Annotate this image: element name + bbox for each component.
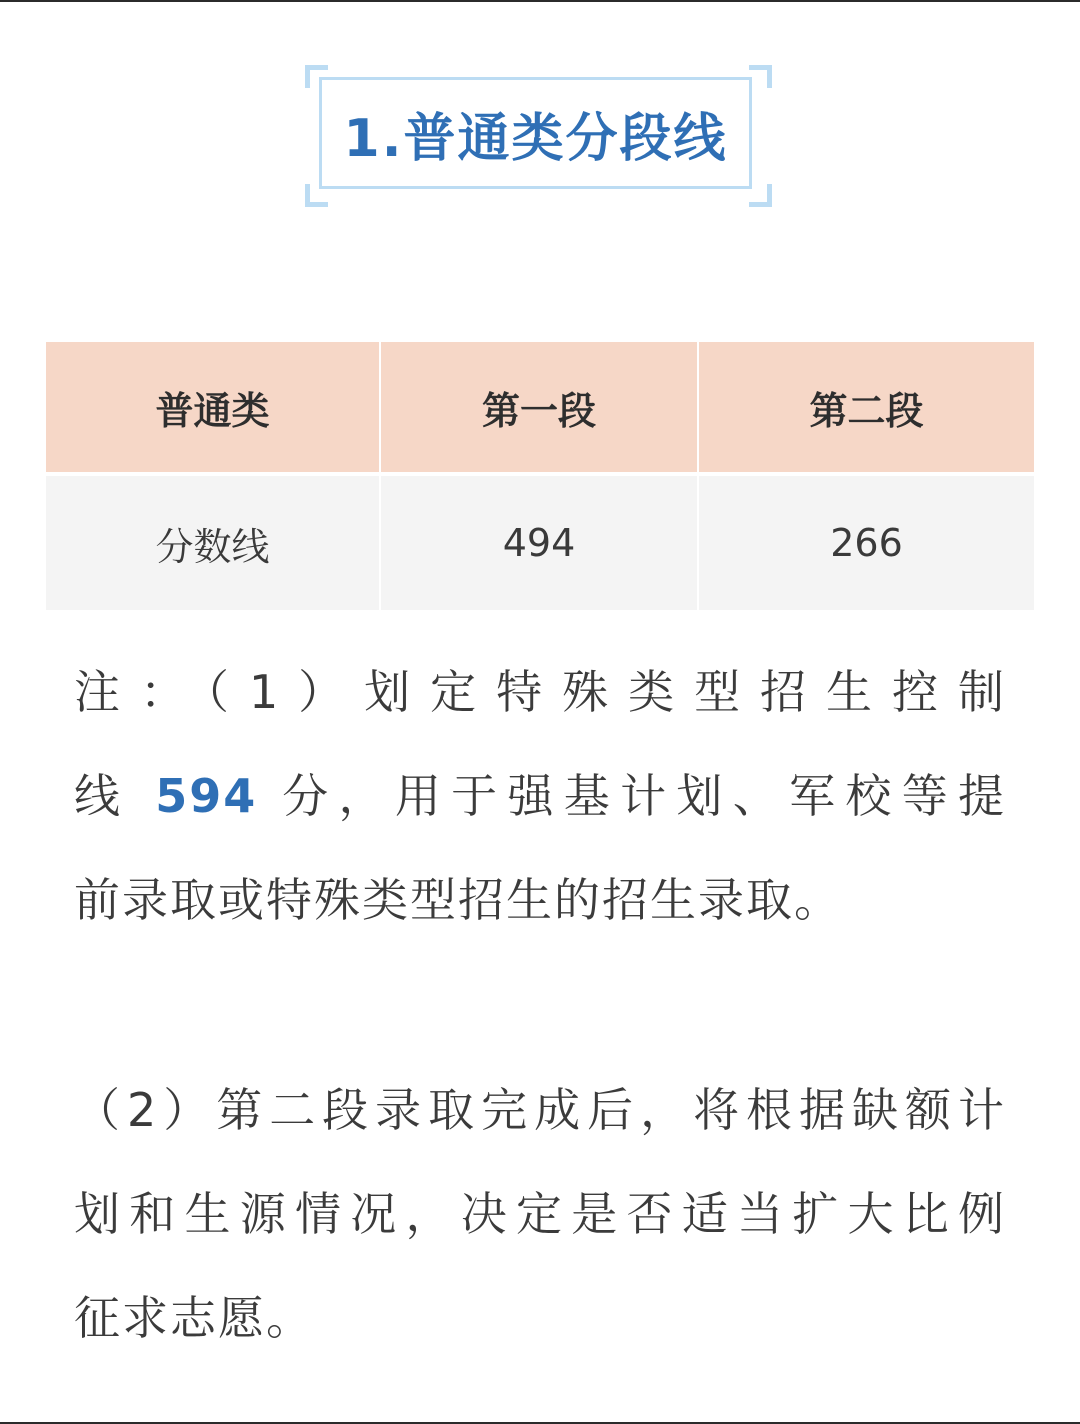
section-title-frame [305, 65, 772, 207]
section-title-box [319, 77, 752, 189]
note1-line-2-suffix: 分，用于强基计划、军校等提 [282, 769, 1007, 823]
note1-line-3: 前录取或特殊类型招生的招生录取。 [74, 873, 842, 927]
table-header-first-segment: 第一段 [381, 342, 697, 472]
note1-line-2-prefix: 线 [74, 769, 131, 823]
frame-corner-top-right [749, 65, 772, 88]
note1-line-1: 注：（1）划定特殊类型招生控制 [74, 665, 1006, 719]
note2-line-1: （2）第二段录取完成后，将根据缺额计 [74, 1083, 1006, 1137]
table-cell-row-label: 分数线 [46, 476, 379, 610]
table-header-second-segment: 第二段 [699, 342, 1034, 472]
frame-corner-bottom-right [749, 184, 772, 207]
note-paragraph-2 [74, 1058, 1006, 1370]
top-divider [0, 0, 1080, 2]
section-title: 1.普通类分段线 [343, 108, 728, 169]
special-control-score: 594 [155, 769, 258, 823]
score-table [46, 342, 1034, 610]
note-paragraph-1 [74, 640, 1006, 952]
table-cell-second-segment-score: 266 [699, 476, 1034, 610]
note1-line-2 [74, 744, 1006, 848]
table-header-category: 普通类 [46, 342, 379, 472]
table-cell-first-segment-score: 494 [381, 476, 697, 610]
note2-line-2: 划和生源情况，决定是否适当扩大比例 [74, 1187, 1006, 1241]
note2-line-3: 征求志愿。 [74, 1291, 314, 1345]
